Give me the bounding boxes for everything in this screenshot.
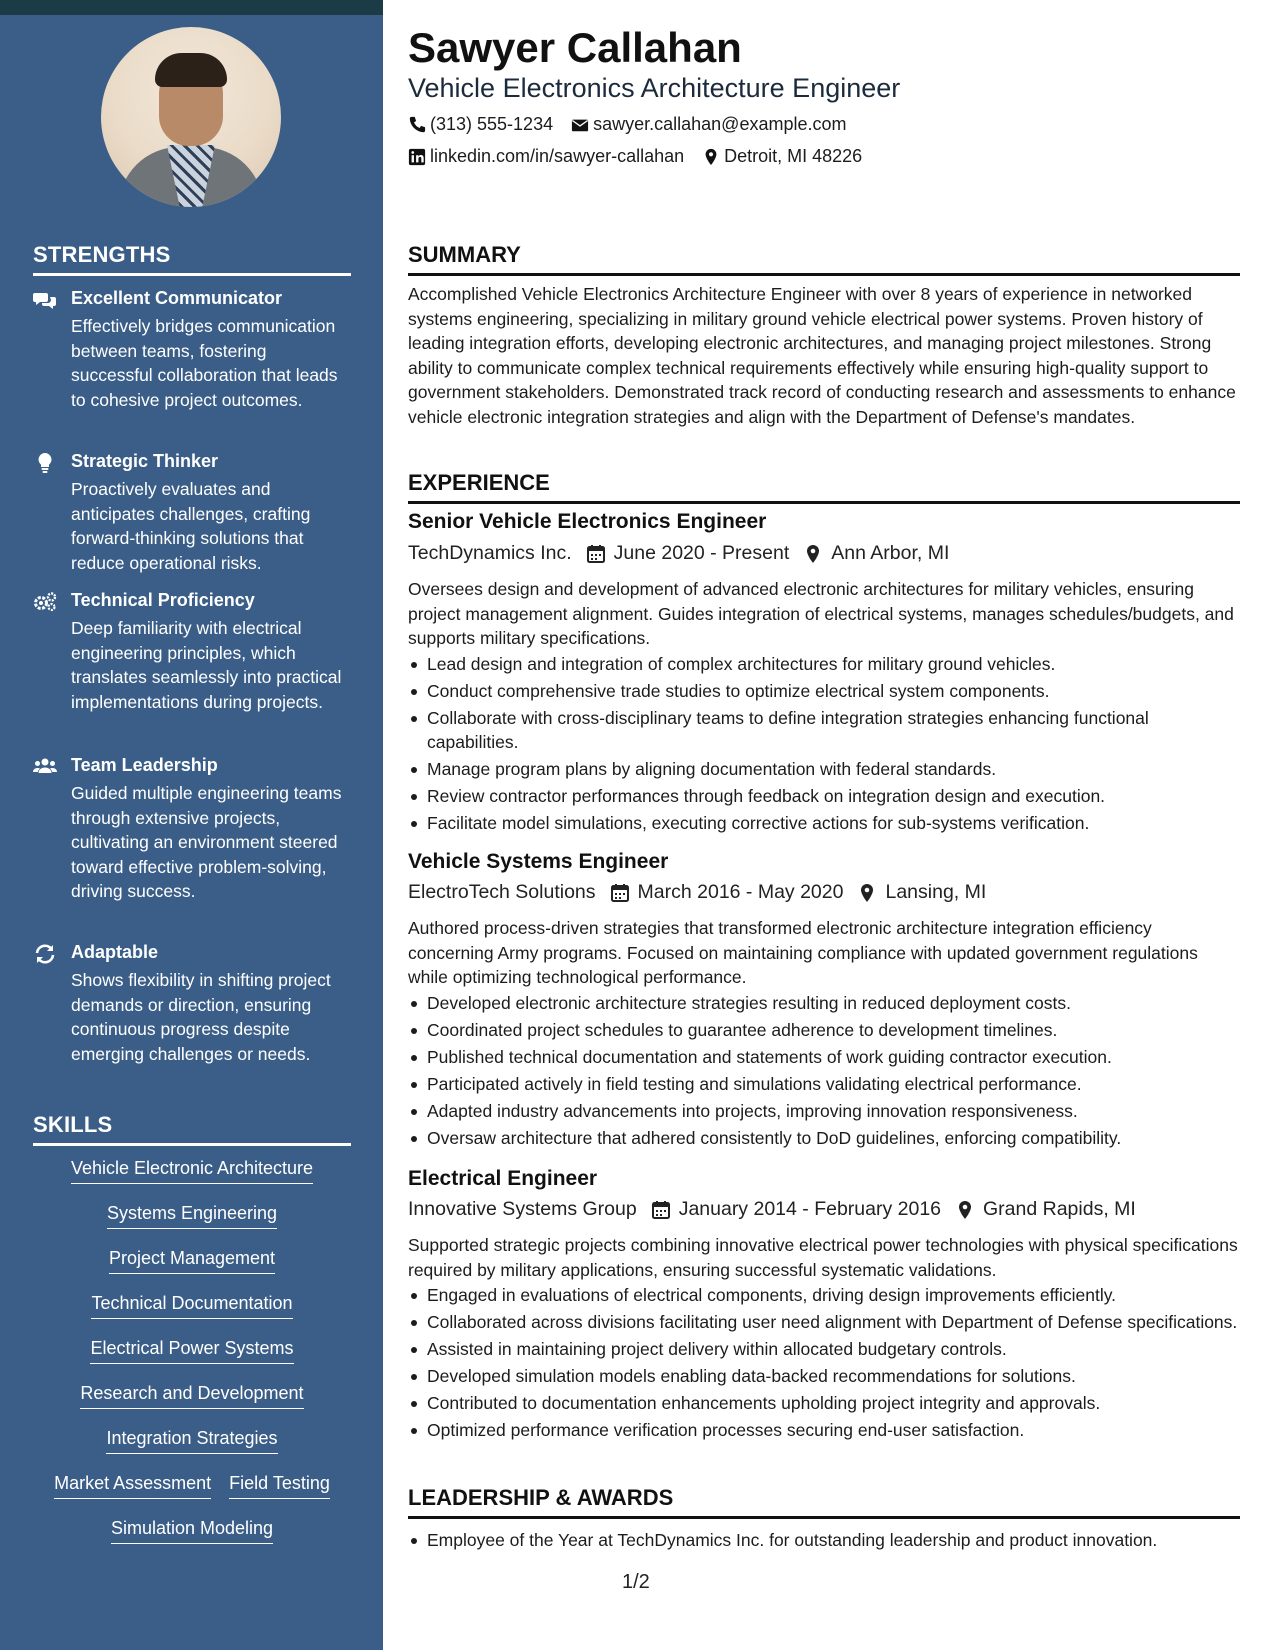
job-bullet: Contributed to documentation enhancements upholding project integrity and approvals. <box>408 1391 1240 1415</box>
job-bullets <box>408 991 1240 1153</box>
strength-title: Adaptable <box>71 942 159 962</box>
sidebar-top-bar <box>0 0 383 15</box>
job-bullet: Published technical documentation and statements of work guiding contractor execution. <box>408 1045 1240 1069</box>
job-dates: January 2014 - February 2016 <box>678 1198 942 1220</box>
job-bullet: Manage program plans by aligning documentation with federal standards. <box>408 757 1240 781</box>
envelope-icon <box>571 116 589 134</box>
summary-heading: SUMMARY <box>408 242 1240 276</box>
award-bullet: Employee of the Year at TechDynamics Inc. for outstanding leadership and product innovation. <box>408 1528 1240 1552</box>
strength-item <box>33 755 351 915</box>
skills-heading: SKILLS <box>33 1112 351 1146</box>
skill-tag: Systems Engineering <box>107 1203 277 1229</box>
job-bullet: Developed simulation models enabling data-backed recommendations for solutions. <box>408 1364 1240 1388</box>
summary-text: Accomplished Vehicle Electronics Architecture Engineer with over 8 years of experience in networked systems engineering, specializing in military ground vehicle electrical power systems. Proven history of leading integration efforts, developing electronic architectures, and managing project milestones. Strong ability to communicate complex technical requirements effectively while ensuring high-quality support to government stakeholders. Demonstrated track record of conducting research and assessments to enhance vehicle electronic integration strategies and align with the Department of Defense's mandates. <box>408 284 1236 427</box>
skill-tag: Research and Development <box>80 1383 303 1409</box>
job-location: Ann Arbor, MI <box>831 542 950 564</box>
skill-tag: Vehicle Electronic Architecture <box>71 1158 313 1184</box>
strength-title: Excellent Communicator <box>71 288 283 308</box>
calendar-icon <box>586 544 606 564</box>
map-marker-icon <box>702 148 720 166</box>
calendar-icon <box>651 1200 671 1220</box>
strength-title: Strategic Thinker <box>71 451 219 471</box>
skill-tag: Integration Strategies <box>106 1428 277 1454</box>
email-contact[interactable] <box>571 114 846 135</box>
strength-title: Team Leadership <box>71 755 218 775</box>
lightbulb-icon <box>33 453 57 473</box>
location-text: Detroit, MI 48226 <box>724 146 863 166</box>
phone-text: (313) 555-1234 <box>430 114 554 134</box>
sidebar <box>0 0 383 1650</box>
calendar-icon <box>610 883 630 903</box>
profile-photo <box>101 27 281 207</box>
strength-item <box>33 590 351 740</box>
job-summary: Supported strategic projects combining innovative electrical power technologies with physical specifications required by military applications, ensuring successful systematic validations. <box>408 1235 1238 1280</box>
job-company: ElectroTech Solutions <box>408 881 596 903</box>
job-bullet: Adapted industry advancements into projects, improving innovation responsiveness. <box>408 1099 1240 1123</box>
strength-desc: Effectively bridges communication between teams, fostering successful collaboration that leads to cohesive project outcomes. <box>71 316 338 410</box>
sync-icon <box>33 944 57 964</box>
skill-tag: Project Management <box>109 1248 275 1274</box>
location-contact <box>702 146 862 167</box>
job-bullet: Collaborated across divisions facilitating user need alignment with Department of Defense specifications. <box>408 1310 1240 1334</box>
job-bullet: Oversaw architecture that adhered consistently to DoD guidelines, enforcing compatibility. <box>408 1126 1240 1150</box>
job-summary: Oversees design and development of advanced electronic architectures for military vehicles, ensuring project management alignment. Guides integration of electrical systems, manages schedules/budgets, and supports military specifications. <box>408 579 1234 648</box>
job-title: Vehicle Systems Engineer <box>408 850 669 873</box>
job-location: Grand Rapids, MI <box>983 1198 1136 1220</box>
job-bullet: Collaborate with cross-disciplinary teams to define integration strategies enhancing functional capabilities. <box>408 706 1240 754</box>
job-bullet: Lead design and integration of complex architectures for military ground vehicles. <box>408 652 1240 676</box>
leadership-bullets <box>408 1528 1240 1555</box>
job-location: Lansing, MI <box>885 881 987 903</box>
photo-hair <box>155 53 227 87</box>
job-bullet: Optimized performance verification processes securing end-user satisfaction. <box>408 1418 1240 1442</box>
job-bullet: Review contractor performances through feedback on integration design and execution. <box>408 784 1240 808</box>
map-marker-icon <box>857 883 877 903</box>
map-marker-icon <box>803 544 823 564</box>
linkedin-text: linkedin.com/in/sawyer-callahan <box>430 146 685 166</box>
skill-tag: Electrical Power Systems <box>90 1338 293 1364</box>
job-summary: Authored process-driven strategies that transformed electronic architecture integration efficiency concerning Army programs. Focused on maintaining compliance with updated government regulations while optimizing technological performance. <box>408 918 1198 987</box>
strength-desc: Deep familiarity with electrical engineering principles, which translates seamlessly into practical implementations during projects. <box>71 618 342 712</box>
strength-item <box>33 942 351 1092</box>
job-bullet: Facilitate model simulations, executing corrective actions for sub-systems verification. <box>408 811 1240 835</box>
comments-icon <box>33 290 57 310</box>
job-meta <box>408 881 986 904</box>
skill-tag: Technical Documentation <box>91 1293 292 1319</box>
strength-desc: Guided multiple engineering teams through extensive projects, cultivating an environment steered toward effective problem-solving, driving success. <box>71 783 342 901</box>
job-bullet: Coordinated project schedules to guarantee adherence to development timelines. <box>408 1018 1240 1042</box>
strength-desc: Shows flexibility in shifting project demands or direction, ensuring continuous progress despite emerging challenges or needs. <box>71 970 331 1064</box>
page-number: 1/2 <box>622 1571 650 1593</box>
leadership-heading: LEADERSHIP & AWARDS <box>408 1485 1240 1519</box>
candidate-headline: Vehicle Electronics Architecture Engineer <box>408 73 901 103</box>
email-text: sawyer.callahan@example.com <box>593 114 847 134</box>
contact-row-1 <box>408 114 864 135</box>
job-title: Senior Vehicle Electronics Engineer <box>408 510 767 533</box>
phone-icon <box>408 116 426 134</box>
strength-title: Technical Proficiency <box>71 590 255 610</box>
contact-row-2 <box>408 146 880 167</box>
job-bullet: Conduct comprehensive trade studies to optimize electrical system components. <box>408 679 1240 703</box>
users-icon <box>33 757 57 777</box>
job-bullet: Assisted in maintaining project delivery within allocated budgetary controls. <box>408 1337 1240 1361</box>
candidate-name: Sawyer Callahan <box>408 24 742 71</box>
linkedin-icon <box>408 148 426 166</box>
job-company: Innovative Systems Group <box>408 1198 637 1220</box>
skill-tag: Field Testing <box>229 1473 330 1499</box>
job-dates: June 2020 - Present <box>613 542 790 564</box>
strengths-heading: STRENGTHS <box>33 242 351 276</box>
job-bullets <box>408 1283 1240 1445</box>
skill-tag: Market Assessment <box>54 1473 211 1499</box>
strength-item <box>33 451 351 571</box>
strength-desc: Proactively evaluates and anticipates challenges, crafting forward-thinking solutions that reduce operational risks. <box>71 479 311 573</box>
job-bullet: Participated actively in field testing and simulations validating electrical performance. <box>408 1072 1240 1096</box>
strengths-section <box>33 242 351 1064</box>
job-bullets <box>408 652 1240 838</box>
skill-tag: Simulation Modeling <box>111 1518 273 1544</box>
skills-section <box>33 1112 351 1146</box>
map-marker-icon <box>955 1200 975 1220</box>
linkedin-contact[interactable] <box>408 146 684 167</box>
gears-icon <box>33 592 57 612</box>
job-dates: March 2016 - May 2020 <box>637 881 844 903</box>
job-meta <box>408 1198 1136 1221</box>
job-title: Electrical Engineer <box>408 1167 598 1190</box>
experience-heading: EXPERIENCE <box>408 470 1240 504</box>
phone-contact[interactable] <box>408 114 553 135</box>
job-bullet: Developed electronic architecture strategies resulting in reduced deployment costs. <box>408 991 1240 1015</box>
strength-item <box>33 288 351 428</box>
job-company: TechDynamics Inc. <box>408 542 572 564</box>
job-bullet: Engaged in evaluations of electrical components, driving design improvements efficiently. <box>408 1283 1240 1307</box>
job-meta <box>408 542 949 565</box>
skills-list <box>33 1158 351 1563</box>
